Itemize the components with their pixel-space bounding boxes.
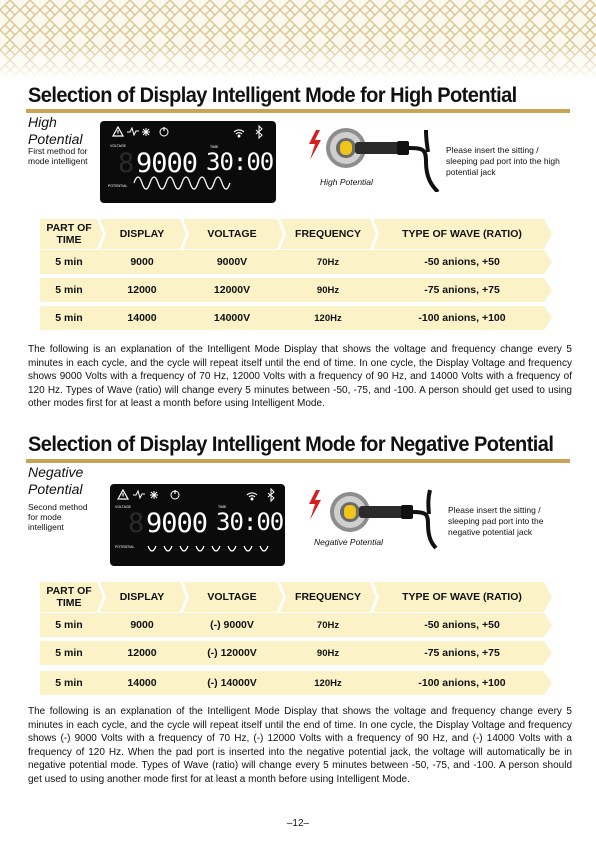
- cell-voltage: 14000V: [213, 312, 251, 324]
- cell-frequency: 70Hz: [316, 619, 340, 631]
- cell-voltage: 12000V: [213, 284, 251, 296]
- cell-voltage: 9000V: [216, 256, 248, 268]
- bluetooth-icon: [256, 126, 262, 138]
- jack-label: Negative Potential: [314, 537, 383, 547]
- voltage-label: VOLTAGE: [110, 144, 127, 148]
- header-part-of-time: PART OF TIME: [46, 585, 92, 609]
- table-row: [40, 613, 552, 637]
- snowflake-icon: [142, 128, 150, 136]
- cell-voltage: (-) 14000V: [207, 677, 257, 689]
- time-label: TIME: [210, 145, 219, 149]
- cell-frequency: 120Hz: [314, 677, 342, 689]
- cell-time: 5 min: [55, 256, 83, 268]
- ghost-digit: 8: [118, 148, 135, 179]
- cell-frequency: 90Hz: [316, 647, 340, 659]
- mode-subtitle-line1: Negative: [28, 464, 84, 480]
- table-header: [40, 582, 552, 612]
- table-row: [40, 671, 552, 695]
- header-display: DISPLAY: [119, 591, 165, 603]
- cell-frequency: 70Hz: [316, 256, 340, 268]
- pulse-icon: [133, 491, 145, 498]
- warning-icon: [113, 127, 123, 136]
- mode-subtitle-line2: Potential: [28, 131, 83, 147]
- explanation-paragraph: The following is an explanation of the Intelligent Mode Display that shows the voltage and frequency change every 5 minutes in each cycle, and the cycle will repeat itself until the end of time. In one cycle, the Display Voltage and frequency shows 9000 Volts with a frequency of 70 Hz, 12000 Volts with a frequency of 90 Hz, and 14000 Volts with a frequency of 120 Hz. Types of Wave (ratio) will change every 5 minutes between -50, -75, and -100. A person should get used to using other modes first for at least a month before using Intelligent Mode.: [28, 344, 572, 410]
- header-voltage: VOLTAGE: [207, 228, 257, 240]
- display-value: 9000: [146, 508, 208, 539]
- header-frequency: FREQUENCY: [295, 228, 361, 240]
- header-voltage: VOLTAGE: [207, 591, 257, 603]
- page-number: –12–: [286, 818, 310, 829]
- warning-icon: [118, 490, 128, 499]
- title-underline: [26, 109, 570, 113]
- cell-wave: -50 anions, +50: [424, 619, 500, 631]
- mode-subtitle: [28, 464, 83, 498]
- cell-time: 5 min: [55, 284, 83, 296]
- power-icon: [171, 490, 179, 499]
- cell-frequency: 90Hz: [316, 284, 340, 296]
- cell-time: 5 min: [55, 312, 83, 324]
- lightning-icon: [309, 130, 321, 160]
- cell-wave: -100 anions, +100: [418, 677, 506, 689]
- display-value: 9000: [136, 148, 198, 179]
- display-time: 30:00: [216, 508, 284, 536]
- method-note: First method for mode intelligent: [28, 146, 88, 166]
- section-title: Selection of Display Intelligent Mode for Negative Potential: [28, 432, 554, 456]
- section-title: Selection of Display Intelligent Mode for High Potential: [28, 83, 517, 107]
- cell-time: 5 min: [55, 619, 83, 631]
- cell-display: 14000: [127, 677, 157, 689]
- power-icon: [160, 127, 168, 136]
- title-underline: [26, 459, 570, 463]
- table-row: [40, 306, 552, 330]
- lightning-icon: [309, 490, 321, 520]
- table-header: [40, 219, 552, 249]
- bluetooth-icon: [268, 489, 274, 501]
- header-frequency: FREQUENCY: [295, 591, 361, 603]
- cell-display: 12000: [127, 284, 157, 296]
- header-display: DISPLAY: [119, 228, 165, 240]
- cell-time: 5 min: [55, 677, 83, 689]
- header-wave-type: TYPE OF WAVE (RATIO): [402, 591, 522, 603]
- insert-instruction: Please insert the sitting / sleeping pad port into the high potential jack: [446, 145, 560, 177]
- wifi-icon: [234, 130, 244, 137]
- pulse-icon: [127, 128, 139, 135]
- cell-time: 5 min: [55, 647, 83, 659]
- table-row: [40, 250, 552, 274]
- decorative-pattern-band: [0, 0, 596, 80]
- cell-wave: -100 anions, +100: [418, 312, 506, 324]
- wifi-icon: [247, 493, 257, 500]
- jack-label: High Potential: [320, 177, 373, 187]
- mode-subtitle-line1: High: [28, 114, 57, 130]
- cell-display: 9000: [130, 619, 154, 631]
- insert-instruction: Please insert the sitting / sleeping pad port into the negative potential jack: [448, 505, 544, 537]
- method-note: Second method for mode intelligent: [28, 502, 88, 532]
- cell-display: 9000: [130, 256, 154, 268]
- cell-wave: -75 anions, +75: [424, 647, 500, 659]
- cell-voltage: (-) 12000V: [207, 647, 257, 659]
- header-wave-type: TYPE OF WAVE (RATIO): [402, 228, 522, 240]
- explanation-paragraph: The following is an explanation of the Intelligent Mode Display that shows the voltage and frequency change every 5 minutes in each cycle, and the cycle will repeat itself until the end of time. In one cycle, the Display Voltage and frequency shows (-) 9000 Volts with a frequency of 70 Hz, (-) 12000 Volts with a frequency of 90 Hz, and (-) 14000 Volts with a frequency of 120 Hz. When the pad port is inserted into the negative potential jack, the voltage will automatically be in negative potential mode. Types of Wave (ratio) will change every 5 minutes between -50, -75, and -100. A person should get used to using another mode first for at least a month before using Intelligent Mode.: [28, 706, 572, 785]
- time-label: TIME: [218, 505, 227, 509]
- mode-subtitle: [28, 114, 82, 148]
- lcd-display-panel: [110, 484, 285, 566]
- cell-frequency: 120Hz: [314, 312, 342, 324]
- cell-wave: -50 anions, +50: [424, 256, 500, 268]
- voltage-label: VOLTAGE: [115, 505, 132, 509]
- ghost-digit: 8: [128, 508, 145, 539]
- table-row: [40, 278, 552, 302]
- table-row: [40, 641, 552, 665]
- snowflake-icon: [150, 491, 158, 499]
- cell-voltage: (-) 9000V: [210, 619, 254, 631]
- display-time: 30:00: [206, 148, 274, 176]
- cell-display: 12000: [127, 647, 157, 659]
- wave-label: POTENTIAL: [108, 184, 128, 188]
- header-part-of-time: PART OF TIME: [46, 222, 92, 246]
- mode-subtitle-line2: Potential: [28, 481, 83, 497]
- cell-display: 14000: [127, 312, 157, 324]
- wave-indicator: [148, 546, 268, 551]
- cell-wave: -75 anions, +75: [424, 284, 500, 296]
- wave-label: POTENTIAL: [115, 545, 135, 549]
- lcd-display-panel: [100, 121, 276, 203]
